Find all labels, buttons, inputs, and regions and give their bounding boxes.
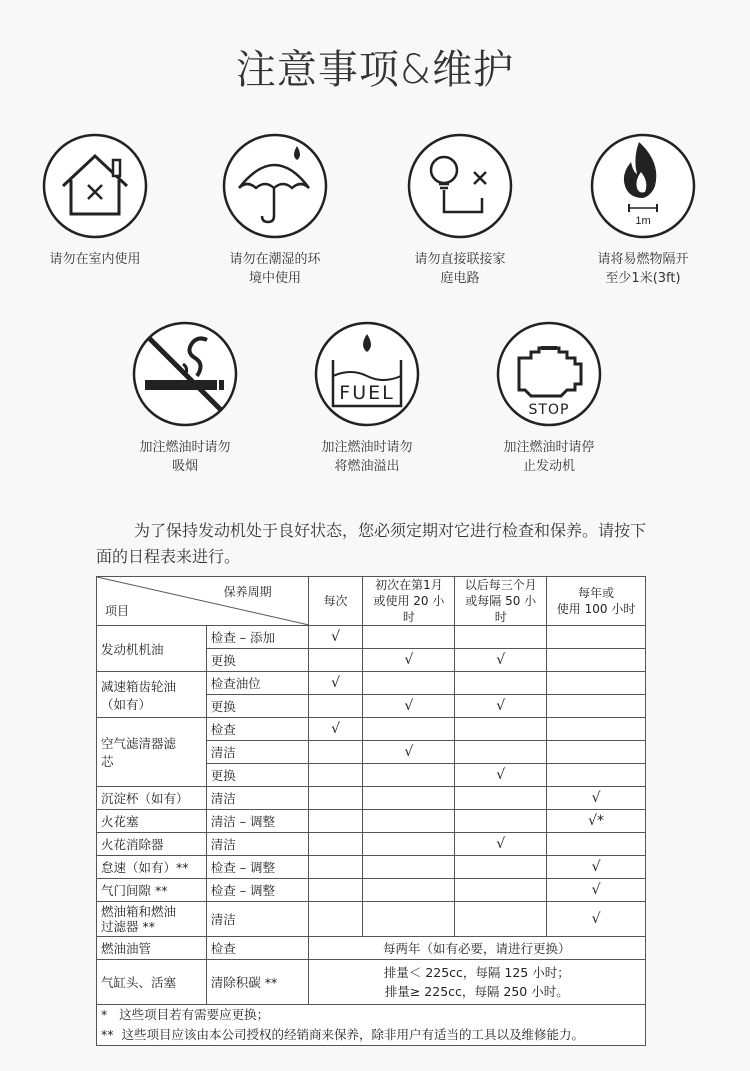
cylinder-note-line-2: 排量≥ 225cc，每隔 250 小时。: [384, 984, 569, 999]
fuel-overflow-icon: [313, 320, 421, 428]
check-cell: √: [455, 833, 547, 856]
check-cell: [547, 764, 646, 787]
footnotes: [97, 1005, 646, 1046]
check-cell: [363, 833, 455, 856]
check-cell: [363, 672, 455, 695]
op: 检查油位: [206, 672, 308, 695]
flame-distance-icon: [589, 132, 697, 240]
caption-circuit: 请勿直接联接家 庭电路: [414, 252, 506, 286]
check-cell: [363, 879, 455, 902]
check-cell: √: [308, 718, 363, 741]
check-cell: √: [455, 764, 547, 787]
check-cell: [363, 626, 455, 649]
umbrella-rain-icon: [221, 132, 329, 240]
check-cell: √: [455, 649, 547, 672]
op: 检查 – 调整: [206, 879, 308, 902]
caption-spill: 加注燃油时请勿 将燃油溢出: [321, 440, 413, 474]
maintenance-schedule-table: [96, 576, 646, 1046]
check-cell: [547, 695, 646, 718]
check-cell: [308, 902, 363, 937]
check-cell: √: [308, 626, 363, 649]
check-cell: [547, 626, 646, 649]
item-sediment-cup: 沉淀杯（如有）: [97, 787, 207, 810]
warning-engine: [474, 320, 624, 476]
distance-label: 1m: [635, 215, 651, 227]
check-cell: [308, 787, 363, 810]
warning-indoor: [20, 132, 170, 269]
page-title: 注意事项&维护: [235, 47, 515, 93]
op: 检查: [206, 937, 308, 960]
check-cell: [455, 718, 547, 741]
check-cell: [363, 764, 455, 787]
check-cell: [308, 649, 363, 672]
check-cell: √: [547, 902, 646, 937]
check-cell: [308, 764, 363, 787]
check-cell: √*: [547, 810, 646, 833]
check-cell: √: [547, 879, 646, 902]
check-cell: √: [363, 741, 455, 764]
check-cell: [308, 695, 363, 718]
engine-stop-icon: [495, 320, 603, 428]
house-x-icon: [41, 132, 149, 240]
header-item: 项目: [105, 604, 130, 618]
check-cell: [547, 741, 646, 764]
col-every-3-months: 以后每三个月 或每隔 50 小时: [455, 577, 547, 626]
check-cell: √: [363, 649, 455, 672]
item-fuel-tank-filter: 燃油箱和燃油 过滤器 **: [97, 902, 207, 937]
check-cell: [363, 856, 455, 879]
warning-smoking: [110, 320, 260, 476]
check-cell: [547, 649, 646, 672]
check-cell: [455, 787, 547, 810]
op: 清洁: [206, 741, 308, 764]
check-cell: [455, 810, 547, 833]
check-cell: [363, 902, 455, 937]
check-cell: [363, 718, 455, 741]
check-cell: [455, 672, 547, 695]
item-fuel-pipe: 燃油油管: [97, 937, 207, 960]
warning-wet: [200, 132, 350, 288]
op: 更换: [206, 649, 308, 672]
item-spark-arrester: 火花消除器: [97, 833, 207, 856]
check-cell: [308, 879, 363, 902]
item-gear-oil: 减速箱齿轮油 （如有）: [97, 672, 207, 718]
bulb-connect-x-icon: [406, 132, 514, 240]
check-cell: [308, 856, 363, 879]
footnote-2: ** 这些项目应该由本公司授权的经销商来保养，除非用户有适当的工具以及维修能力。: [101, 1027, 584, 1042]
check-cell: [455, 626, 547, 649]
check-cell: [547, 672, 646, 695]
op: 更换: [206, 695, 308, 718]
op: 清洁: [206, 833, 308, 856]
caption-flammable: 请将易燃物隔开 至少1米(3ft): [597, 252, 689, 286]
op: 清除积碳 **: [206, 960, 308, 1005]
caption-indoor: 请勿在室内使用: [49, 252, 141, 267]
caption-smoking: 加注燃油时请勿 吸烟: [139, 440, 231, 474]
warning-flammable: [568, 132, 718, 288]
check-cell: [547, 718, 646, 741]
op: 检查: [206, 718, 308, 741]
cylinder-note: [308, 960, 645, 1005]
warning-spill: [292, 320, 442, 476]
check-cell: √: [547, 787, 646, 810]
check-cell: √: [547, 856, 646, 879]
check-cell: [308, 833, 363, 856]
op: 检查 – 调整: [206, 856, 308, 879]
col-each-time: 每次: [308, 577, 363, 626]
check-cell: √: [308, 672, 363, 695]
check-cell: [455, 856, 547, 879]
check-cell: [308, 810, 363, 833]
item-spark-plug: 火花塞: [97, 810, 207, 833]
check-cell: [363, 787, 455, 810]
item-idle-speed: 怠速（如有）**: [97, 856, 207, 879]
warning-circuit: [385, 132, 535, 288]
op: 更换: [206, 764, 308, 787]
check-cell: [455, 902, 547, 937]
fuel-pipe-note: 每两年（如有必要，请进行更换）: [308, 937, 645, 960]
caption-wet: 请勿在潮湿的环 境中使用: [229, 252, 321, 286]
cylinder-note-line-1: 排量＜ 225cc，每隔 125 小时；: [383, 965, 570, 980]
op: 清洁 – 调整: [206, 810, 308, 833]
intro-text: 为了保持发动机处于良好状态，您必须定期对它进行检查和保养。请按下面的日程表来进行。: [96, 521, 647, 566]
check-cell: [455, 879, 547, 902]
item-valve-clearance: 气门间隙 **: [97, 879, 207, 902]
check-cell: √: [363, 695, 455, 718]
item-cylinder-head: 气缸头、活塞: [97, 960, 207, 1005]
caption-engine: 加注燃油时请停 止发动机: [503, 440, 595, 474]
footnote-1: * 这些项目若有需要应更换；: [101, 1007, 270, 1022]
check-cell: [455, 741, 547, 764]
col-yearly: 每年或 使用 100 小时: [547, 577, 646, 626]
op: 清洁: [206, 902, 308, 937]
no-smoking-icon: [131, 320, 239, 428]
fuel-label: FUEL: [339, 382, 395, 404]
col-first-month: 初次在第1月 或使用 20 小时: [363, 577, 455, 626]
op: 清洁: [206, 787, 308, 810]
check-cell: [547, 833, 646, 856]
stop-label: STOP: [528, 402, 570, 418]
check-cell: √: [455, 695, 547, 718]
item-air-filter: 空气滤清器滤 芯: [97, 718, 207, 787]
check-cell: [308, 741, 363, 764]
check-cell: [363, 810, 455, 833]
header-corner: [97, 577, 309, 626]
op: 检查 – 添加: [206, 626, 308, 649]
header-period: 保养周期: [223, 585, 272, 599]
item-engine-oil: 发动机机油: [97, 626, 207, 672]
